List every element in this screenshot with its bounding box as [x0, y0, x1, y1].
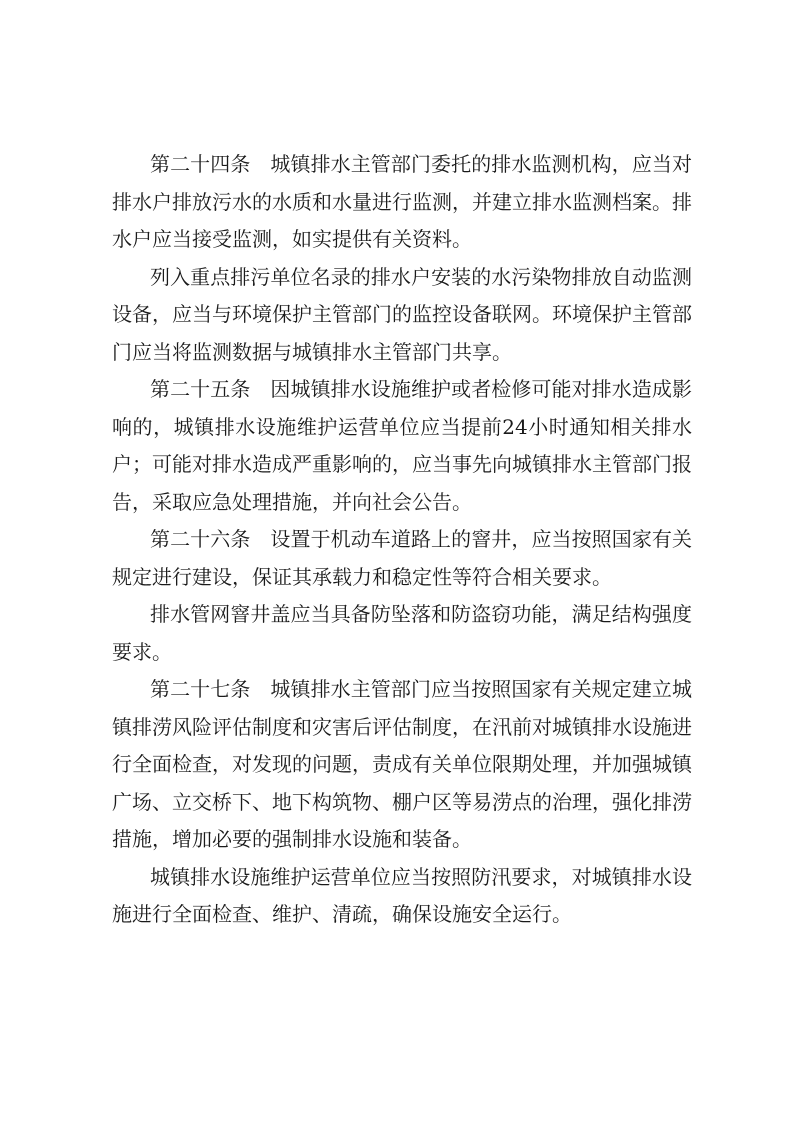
article-number: 第二十六条	[150, 527, 251, 551]
paragraph-article-26-b	[112, 596, 692, 671]
paragraph-article-25	[112, 371, 692, 521]
paragraph-article-27	[112, 671, 692, 859]
paragraph-text: 排水管网窨井盖应当具备防坠落和防盗窃功能，满足结构强度要求。	[112, 602, 692, 664]
paragraph-text: 设置于机动车道路上的窨井，应当按照国家有关规定进行建设，保证其承载力和稳定性等符合相关要求。	[112, 527, 693, 589]
paragraph-article-24-b	[112, 259, 692, 372]
paragraph-text: 城镇排水主管部门应当按照国家有关规定建立城镇排涝风险评估制度和灾害后评估制度，在汛前对城镇排水设施进行全面检查，对发现的问题，责成有关单位限期处理，并加强城镇广场、立交桥下、地下构筑物、棚户区等易涝点的治理，强化排涝措施，增加必要的强制排水设施和装备。	[112, 677, 693, 851]
paragraph-text: 城镇排水设施维护运营单位应当按照防汛要求，对城镇排水设施进行全面检查、维护、清疏，确保设施安全运行。	[112, 864, 692, 926]
paragraph-article-24	[112, 146, 692, 259]
paragraph-text: 因城镇排水设施维护或者检修可能对排水造成影响的，城镇排水设施维护运营单位应当提前24小时通知相关排水户；可能对排水造成严重影响的，应当事先向城镇排水主管部门报告，采取应急处理措施，并向社会公告。	[112, 377, 693, 514]
document-body	[112, 146, 692, 934]
article-number: 第二十七条	[150, 677, 251, 701]
paragraph-text: 城镇排水主管部门委托的排水监测机构，应当对排水户排放污水的水质和水量进行监测，并建立排水监测档案。排水户应当接受监测，如实提供有关资料。	[112, 152, 693, 251]
paragraph-text: 列入重点排污单位名录的排水户安装的水污染物排放自动监测设备，应当与环境保护主管部门的监控设备联网。环境保护主管部门应当将监测数据与城镇排水主管部门共享。	[112, 264, 692, 364]
article-number: 第二十四条	[150, 152, 251, 176]
article-number: 第二十五条	[150, 377, 251, 401]
paragraph-article-27-b	[112, 859, 692, 934]
paragraph-article-26	[112, 521, 692, 596]
